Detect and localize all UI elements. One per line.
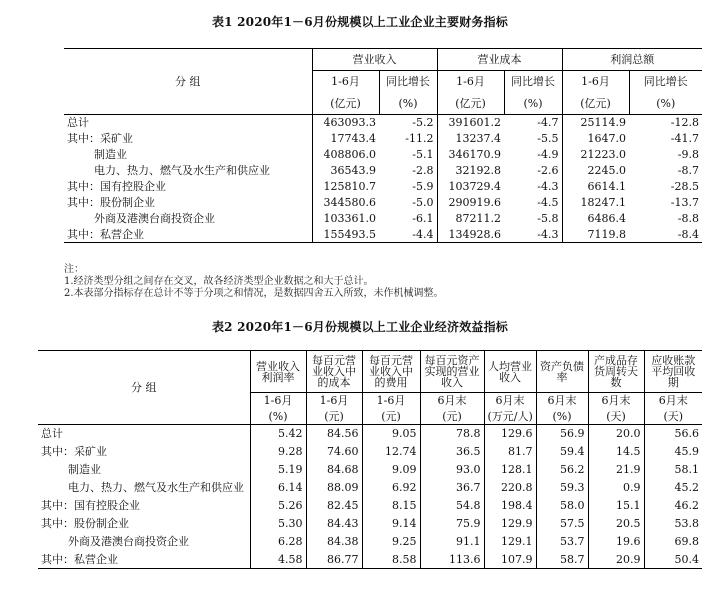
financial-indicators-table (64, 48, 702, 243)
header-growth: 同比增长 (504, 71, 562, 93)
unit-header: (万元/人) (484, 409, 536, 425)
table-row (38, 515, 702, 533)
cell-rev-g: -5.2 (412, 116, 434, 130)
cell-profit: 7119.8 (562, 227, 629, 243)
cell-value: 113.6 (420, 551, 484, 569)
cell-rev-g: -5.9 (412, 180, 434, 193)
row-label: 制造业 (94, 148, 127, 161)
cell-rev: 155493.5 (312, 227, 379, 243)
cell-value: 5.26 (250, 497, 306, 515)
row-label: 外商及港澳台商投资企业 (68, 535, 189, 548)
header-growth-unit: (%) (504, 93, 562, 115)
unit-header: (天) (644, 409, 702, 425)
cell-rev: 408806.0 (312, 147, 379, 163)
row-label: 制造业 (68, 463, 101, 476)
cell-profit-g: -8.4 (677, 227, 699, 241)
cell-cost-g: -4.7 (537, 116, 559, 130)
cell-value: 6.14 (250, 479, 306, 497)
cell-value: 19.6 (588, 533, 644, 551)
cell-value: 56.9 (536, 425, 588, 443)
row-label: 总计 (41, 427, 63, 441)
row-label: 其中：国有控股企业 (41, 499, 140, 512)
cell-cost: 13237.4 (437, 131, 504, 147)
cell-cost-g: -4.3 (537, 227, 559, 241)
unit-header: (%) (536, 409, 588, 425)
cell-rev: 463093.3 (312, 115, 379, 131)
cell-rev: 103361.0 (312, 211, 379, 227)
row-label: 其中：采矿业 (67, 132, 133, 145)
col-group-cost: 营业成本 (437, 49, 562, 71)
cell-value: 84.56 (306, 425, 362, 443)
cell-value: 20.5 (588, 515, 644, 533)
note-2: 2.本表部分指标存在总计不等于分项之和情况，是数据四舍五入所致，未作机械调整。 (64, 288, 444, 299)
cell-value: 54.8 (420, 497, 484, 515)
table-row (64, 115, 702, 131)
period-header: 6月末 (484, 393, 536, 409)
cell-rev-g: -4.4 (412, 227, 434, 241)
cell-value: 59.3 (536, 479, 588, 497)
group-header: 分 组 (38, 351, 250, 425)
row-label: 其中：股份制企业 (67, 196, 155, 209)
cell-profit-g: -13.7 (670, 196, 699, 209)
cell-profit-g: -8.8 (677, 212, 699, 225)
cell-profit: 2245.0 (562, 163, 629, 179)
header-period: 1-6月 (437, 71, 504, 93)
cell-value: 46.2 (644, 497, 702, 515)
table-row (38, 443, 702, 461)
period-header: 1-6月 (250, 393, 306, 409)
row-label: 总计 (67, 116, 89, 130)
cell-value: 6.28 (250, 533, 306, 551)
cell-value: 93.0 (420, 461, 484, 479)
cell-profit: 18247.1 (562, 195, 629, 211)
cell-value: 53.8 (644, 515, 702, 533)
cell-value: 84.38 (306, 533, 362, 551)
indicator-header: 每百元营业收入中的费用 (362, 351, 420, 393)
cell-value: 91.1 (420, 533, 484, 551)
cell-value: 14.5 (588, 443, 644, 461)
cell-value: 36.7 (420, 479, 484, 497)
row-label: 电力、热力、燃气及水生产和供应业 (94, 164, 270, 177)
row-label: 其中：采矿业 (41, 445, 107, 458)
cell-value: 0.9 (588, 479, 644, 497)
cell-cost: 134928.6 (437, 227, 504, 243)
efficiency-indicators-table (38, 350, 702, 569)
cell-value: 9.28 (250, 443, 306, 461)
header-growth-unit: (%) (629, 93, 702, 115)
cell-profit: 21223.0 (562, 147, 629, 163)
cell-cost-g: -2.6 (537, 164, 559, 177)
cell-rev-g: -11.2 (405, 132, 434, 145)
period-header: 1-6月 (362, 393, 420, 409)
cell-value: 45.2 (644, 479, 702, 497)
cell-value: 78.8 (420, 425, 484, 443)
cell-value: 75.9 (420, 515, 484, 533)
table-notes (64, 264, 444, 300)
row-label: 其中：股份制企业 (41, 517, 129, 530)
header-growth: 同比增长 (379, 71, 437, 93)
table-row (64, 179, 702, 195)
cell-profit-g: -12.8 (670, 116, 699, 130)
notes-head: 注： (64, 264, 84, 275)
table-row (64, 211, 702, 227)
cell-profit: 1647.0 (562, 131, 629, 147)
row-label: 其中：国有控股企业 (67, 180, 166, 193)
table-row (64, 147, 702, 163)
indicator-header: 营业收入利润率 (250, 351, 306, 393)
period-header: 6月末 (536, 393, 588, 409)
table1-title: 表1 2020年1－6月份规模以上工业企业主要财务指标 (211, 15, 509, 29)
table-row (38, 479, 702, 497)
header-period: 1-6月 (312, 71, 379, 93)
unit-header: (%) (250, 409, 306, 425)
table-row (64, 131, 702, 147)
unit-header: (元) (420, 409, 484, 425)
row-label: 电力、热力、燃气及水生产和供应业 (68, 481, 244, 494)
cell-value: 129.6 (484, 425, 536, 443)
cell-value: 56.2 (536, 461, 588, 479)
cell-profit: 6486.4 (562, 211, 629, 227)
cell-value: 58.0 (536, 497, 588, 515)
row-label: 外商及港澳台商投资企业 (94, 212, 215, 225)
cell-value: 45.9 (644, 443, 702, 461)
header-row (38, 351, 702, 393)
cell-value: 69.8 (644, 533, 702, 551)
cell-profit-g: -8.7 (677, 164, 699, 177)
cell-rev: 17743.4 (312, 131, 379, 147)
cell-cost: 391601.2 (437, 115, 504, 131)
indicator-header: 资产负债率 (536, 351, 588, 393)
cell-cost: 32192.8 (437, 163, 504, 179)
period-header: 6月末 (420, 393, 484, 409)
note-1: 1.经济类型分组之间存在交叉，故各经济类型企业数据之和大于总计。 (64, 276, 374, 287)
cell-value: 5.19 (250, 461, 306, 479)
cell-value: 9.05 (362, 425, 420, 443)
cell-cost-g: -4.3 (537, 180, 559, 193)
header-unit: (亿元) (437, 93, 504, 115)
cell-rev-g: -5.1 (412, 148, 434, 161)
cell-value: 84.68 (306, 461, 362, 479)
table-row (64, 227, 702, 243)
cell-cost: 103729.4 (437, 179, 504, 195)
table-row (64, 163, 702, 179)
cell-value: 56.6 (644, 425, 702, 443)
cell-value: 86.77 (306, 551, 362, 569)
cell-cost: 346170.9 (437, 147, 504, 163)
cell-value: 129.9 (484, 515, 536, 533)
cell-rev: 344580.6 (312, 195, 379, 211)
cell-value: 5.30 (250, 515, 306, 533)
table-row (64, 195, 702, 211)
table-row (38, 425, 702, 443)
row-label: 其中：私营企业 (41, 552, 118, 566)
cell-value: 9.14 (362, 515, 420, 533)
cell-value: 21.9 (588, 461, 644, 479)
table-row (38, 551, 702, 569)
table-row (38, 533, 702, 551)
cell-value: 53.7 (536, 533, 588, 551)
cell-profit: 25114.9 (562, 115, 629, 131)
cell-value: 57.5 (536, 515, 588, 533)
cell-rev-g: -6.1 (412, 212, 434, 225)
cell-value: 88.09 (306, 479, 362, 497)
cell-value: 81.7 (484, 443, 536, 461)
cell-value: 15.1 (588, 497, 644, 515)
cell-value: 58.1 (644, 461, 702, 479)
cell-value: 128.1 (484, 461, 536, 479)
cell-value: 12.74 (362, 443, 420, 461)
cell-value: 8.15 (362, 497, 420, 515)
indicator-header: 每百元资产实现的营业收入 (420, 351, 484, 393)
cell-value: 9.25 (362, 533, 420, 551)
cell-profit-g: -41.7 (670, 132, 699, 145)
cell-value: 58.7 (536, 551, 588, 569)
cell-value: 59.4 (536, 443, 588, 461)
cell-profit: 6614.1 (562, 179, 629, 195)
cell-value: 50.4 (644, 551, 702, 569)
cell-value: 36.5 (420, 443, 484, 461)
cell-cost-g: -5.8 (537, 212, 559, 225)
group-header: 分 组 (64, 49, 312, 115)
cell-rev-g: -2.8 (412, 164, 434, 177)
cell-value: 8.58 (362, 551, 420, 569)
cell-value: 20.0 (588, 425, 644, 443)
unit-header: (天) (588, 409, 644, 425)
unit-header: (元) (362, 409, 420, 425)
col-group-profit: 利润总额 (562, 49, 702, 71)
cell-value: 6.92 (362, 479, 420, 497)
cell-value: 84.43 (306, 515, 362, 533)
cell-value: 82.45 (306, 497, 362, 515)
cell-profit-g: -28.5 (670, 180, 699, 193)
cell-cost-g: -5.5 (537, 132, 559, 145)
row-label: 其中：私营企业 (67, 227, 144, 241)
cell-value: 5.42 (250, 425, 306, 443)
cell-rev: 36543.9 (312, 163, 379, 179)
cell-cost: 290919.6 (437, 195, 504, 211)
indicator-header: 人均营业收入 (484, 351, 536, 393)
cell-cost: 87211.2 (437, 211, 504, 227)
cell-value: 198.4 (484, 497, 536, 515)
cell-cost-g: -4.5 (537, 196, 559, 209)
cell-value: 220.8 (484, 479, 536, 497)
indicator-header: 应收账款平均回收期 (644, 351, 702, 393)
period-header: 6月末 (644, 393, 702, 409)
col-group-revenue: 营业收入 (312, 49, 437, 71)
table-row (38, 497, 702, 515)
cell-value: 74.60 (306, 443, 362, 461)
indicator-header: 每百元营业收入中的成本 (306, 351, 362, 393)
unit-header: (元) (306, 409, 362, 425)
cell-value: 107.9 (484, 551, 536, 569)
cell-value: 4.58 (250, 551, 306, 569)
cell-cost-g: -4.9 (537, 148, 559, 161)
header-growth: 同比增长 (629, 71, 702, 93)
period-header: 1-6月 (306, 393, 362, 409)
cell-value: 129.1 (484, 533, 536, 551)
cell-rev-g: -5.0 (412, 196, 434, 209)
cell-profit-g: -9.8 (677, 148, 699, 161)
table-row (38, 461, 702, 479)
cell-rev: 125810.7 (312, 179, 379, 195)
period-header: 6月末 (588, 393, 644, 409)
header-unit: (亿元) (312, 93, 379, 115)
cell-value: 9.09 (362, 461, 420, 479)
header-period: 1-6月 (562, 71, 629, 93)
indicator-header: 产成品存货周转天数 (588, 351, 644, 393)
table2-title: 表2 2020年1－6月份规模以上工业企业经济效益指标 (211, 320, 509, 334)
cell-value: 20.9 (588, 551, 644, 569)
header-growth-unit: (%) (379, 93, 437, 115)
header-unit: (亿元) (562, 93, 629, 115)
